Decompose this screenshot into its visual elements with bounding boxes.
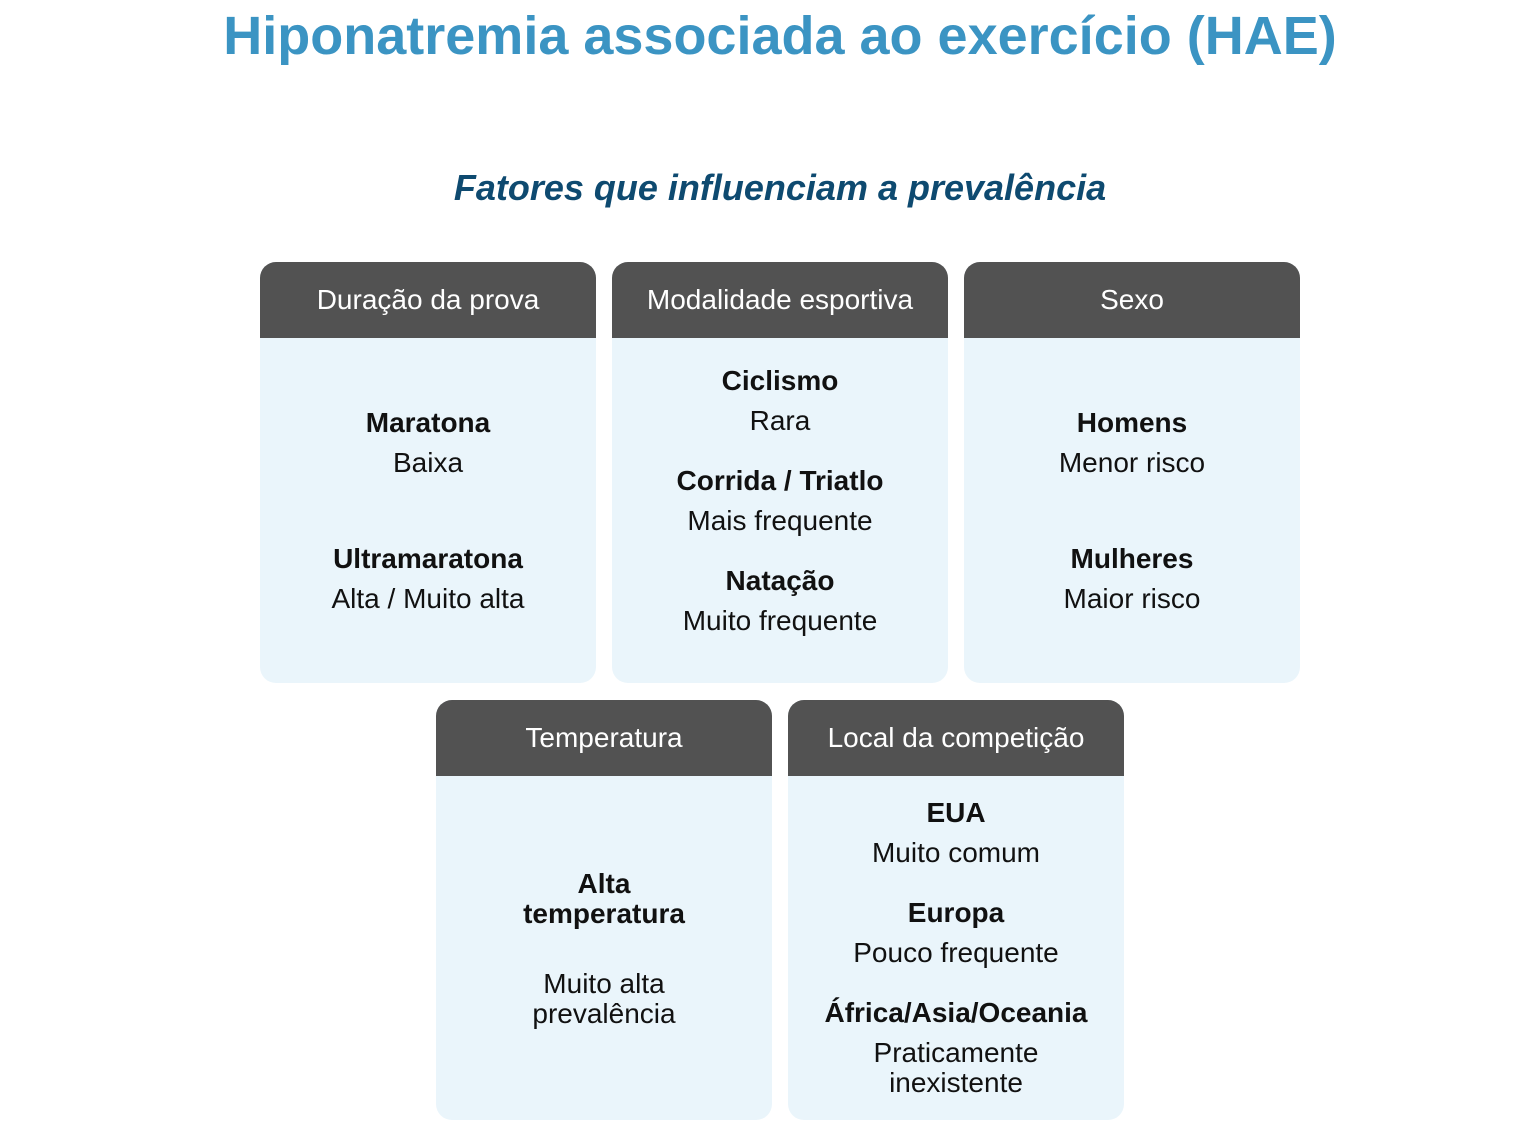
factor-label: África/Asia/Oceania — [824, 997, 1088, 1028]
factor-item — [612, 366, 948, 436]
factor-item — [260, 408, 596, 478]
factor-label: Maratona — [365, 407, 491, 438]
factor-item — [612, 566, 948, 636]
card-modalidade-esportiva — [612, 262, 948, 683]
card-header: Sexo — [964, 262, 1300, 338]
factor-value: Maior risco — [1063, 583, 1201, 614]
card-duracao-da-prova — [260, 262, 596, 683]
factor-value: Muito frequente — [682, 605, 878, 636]
factor-value: Muito comum — [871, 837, 1041, 868]
card-header: Modalidade esportiva — [612, 262, 948, 338]
factor-value: Menor risco — [1058, 447, 1206, 478]
factor-item — [824, 997, 1088, 1098]
factor-value: Pouco frequente — [853, 937, 1059, 968]
card-body — [612, 338, 948, 683]
factor-value: Mais frequente — [687, 505, 873, 536]
card-header: Local da competição — [788, 700, 1124, 776]
card-body — [964, 338, 1300, 683]
card-sexo — [964, 262, 1300, 683]
factor-label: Homens — [1076, 407, 1188, 438]
factor-label: Corrida / Triatlo — [676, 465, 884, 496]
factor-value: Praticamente inexistente — [873, 1037, 1039, 1098]
factor-item — [964, 544, 1300, 614]
card-body — [788, 776, 1124, 1120]
factor-value: Rara — [749, 405, 811, 436]
factor-value: Muito alta prevalência — [532, 968, 676, 1029]
factor-label: Ultramaratona — [333, 543, 523, 574]
factor-value: Alta / Muito alta — [331, 583, 525, 614]
card-body — [436, 776, 772, 1120]
card-header: Temperatura — [436, 700, 772, 776]
factor-item — [964, 408, 1300, 478]
diagram-title: Hiponatremia associada ao exercício (HAE) — [223, 6, 1337, 66]
factor-label: Alta temperatura — [523, 868, 685, 929]
factor-label: Natação — [725, 565, 835, 596]
card-local-da-competicao — [788, 700, 1124, 1120]
factor-label: EUA — [926, 797, 986, 828]
factor-item — [496, 869, 712, 1029]
factor-item — [260, 544, 596, 614]
factor-label: Europa — [907, 897, 1005, 928]
factor-item — [788, 798, 1124, 868]
factor-label: Mulheres — [1070, 543, 1194, 574]
card-header: Duração da prova — [260, 262, 596, 338]
factor-label: Ciclismo — [721, 365, 839, 396]
card-body — [260, 338, 596, 683]
factor-item — [612, 466, 948, 536]
card-temperatura — [436, 700, 772, 1120]
factor-item — [788, 898, 1124, 968]
factor-value: Baixa — [392, 447, 464, 478]
diagram-subtitle: Fatores que influenciam a prevalência — [453, 167, 1107, 208]
